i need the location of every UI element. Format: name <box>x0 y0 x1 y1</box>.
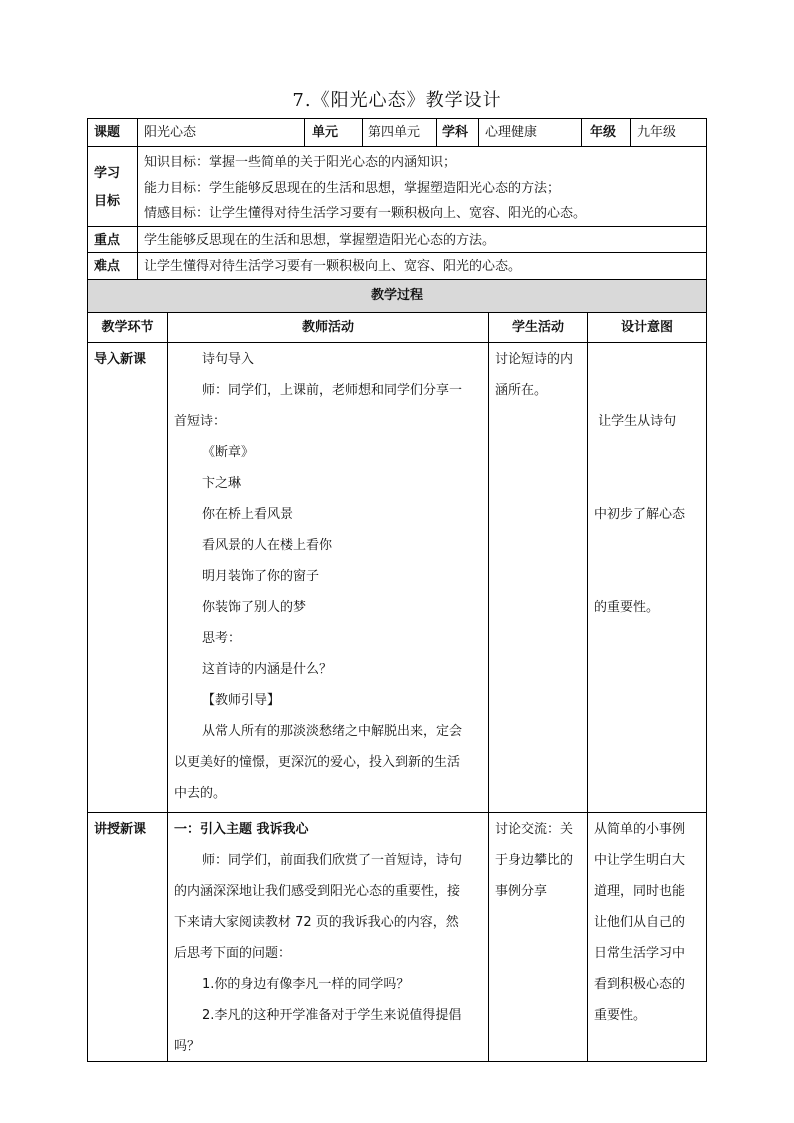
table-border <box>87 252 707 253</box>
lecture-teacher-activity <box>174 814 484 1062</box>
text-line: 中初步了解心态 <box>594 507 686 522</box>
text-line: 中让学生明白大 <box>594 853 686 868</box>
intro-teacher-activity <box>174 344 484 809</box>
text-line: 你在桥上看风景 <box>202 507 294 522</box>
text-line: 以更美好的憧憬，更深沉的爱心，投入到新的生活 <box>174 755 461 770</box>
text-line: 的内涵深深地让我们感受到阳光心态的重要性，接 <box>174 884 461 899</box>
text-line: 中去的。 <box>174 786 227 801</box>
table-border <box>137 118 138 279</box>
text-line: 1.你的身边有像李凡一样的同学吗？ <box>202 977 410 992</box>
unit-value: 第四单元 <box>368 125 421 140</box>
column-stage: 教学环节 <box>101 320 154 335</box>
table-border <box>630 118 631 146</box>
text-line: 讨论短诗的内 <box>495 352 574 367</box>
goals-label-1: 学习 <box>94 166 121 181</box>
table-border <box>587 312 588 1062</box>
column-teacher: 教师活动 <box>301 320 354 335</box>
course-label: 课题 <box>94 125 121 140</box>
text-line: 让他们从自己的 <box>594 915 686 930</box>
text-line: 看风景的人在楼上看你 <box>202 538 333 553</box>
table-border <box>87 146 707 147</box>
table-border <box>87 312 707 313</box>
text-line: 涵所在。 <box>495 383 548 398</box>
table-border <box>87 342 707 343</box>
grade-value: 九年级 <box>637 125 677 140</box>
text-line: 日常生活学习中 <box>594 946 686 961</box>
text-line: 首短诗： <box>174 414 227 429</box>
course-value: 阳光心态 <box>144 125 197 140</box>
key-point-label: 重点 <box>94 233 121 248</box>
text-line: 吗？ <box>174 1039 201 1054</box>
table-border <box>488 312 489 1062</box>
text-line: 师：同学们，前面我们欣赏了一首短诗，诗句 <box>202 853 463 868</box>
grade-label: 年级 <box>590 125 617 140</box>
text-line: 一：引入主题 我诉我心 <box>174 822 309 837</box>
table-border <box>436 118 437 146</box>
text-line: 后思考下面的问题： <box>174 946 292 961</box>
process-header: 教学过程 <box>370 288 423 303</box>
key-point-text: 学生能够反思现在的生活和思想，掌握塑造阳光心态的方法。 <box>144 233 496 248</box>
table-border <box>362 118 363 146</box>
text-line: 这首诗的内涵是什么？ <box>202 662 333 677</box>
text-line: 从常人所有的那淡淡愁绪之中解脱出来，定会 <box>202 724 463 739</box>
text-line: 下来请大家阅读教材 72 页的我诉我心的内容，然 <box>174 915 459 930</box>
column-student: 学生活动 <box>511 320 564 335</box>
text-line: 事例分享 <box>495 884 548 899</box>
table-border <box>167 312 168 1062</box>
text-line: 于身边攀比的 <box>495 853 574 868</box>
goals-label-2: 目标 <box>94 194 121 209</box>
table-border <box>706 118 707 1062</box>
text-line: 看到积极心态的 <box>594 977 686 992</box>
table-border <box>87 226 707 227</box>
goal-knowledge: 知识目标：掌握一些简单的关于阳光心态的内涵知识； <box>144 155 457 170</box>
subject-label: 学科 <box>442 125 469 140</box>
text-line: 思考： <box>202 631 242 646</box>
table-border <box>87 279 707 280</box>
lecture-design-intent <box>594 814 704 1031</box>
table-border <box>581 118 582 146</box>
text-line: 明月装饰了你的窗子 <box>202 569 320 584</box>
goal-emotion: 情感目标：让学生懂得对待生活学习要有一颗积极向上、宽容、阳光的心态。 <box>144 206 587 221</box>
column-intent: 设计意图 <box>620 320 673 335</box>
text-line: 师：同学们，上课前，老师想和同学们分享一 <box>202 383 463 398</box>
table-border <box>478 118 479 146</box>
table-border <box>87 812 707 813</box>
text-line: 2.李凡的这种开学准备对于学生来说值得提倡 <box>202 1008 462 1023</box>
unit-label: 单元 <box>312 125 339 140</box>
intro-student-activity <box>495 344 585 406</box>
table-border <box>87 118 88 1062</box>
table-border <box>87 118 707 119</box>
text-line: 讨论交流：关 <box>495 822 574 837</box>
text-line: 卞之琳 <box>202 476 242 491</box>
text-line: 《断章》 <box>202 445 255 460</box>
text-line: 的重要性。 <box>594 600 660 615</box>
intro-design-intent <box>594 344 704 654</box>
table-border <box>304 118 305 146</box>
text-line: 诗句导入 <box>202 352 255 367</box>
intro-stage: 导入新课 <box>94 352 147 367</box>
difficulty-text: 让学生懂得对待生活学习要有一颗积极向上、宽容、阳光的心态。 <box>144 259 522 274</box>
subject-value: 心理健康 <box>485 125 538 140</box>
difficulty-label: 难点 <box>94 259 121 274</box>
lecture-student-activity <box>495 814 585 907</box>
lecture-stage: 讲授新课 <box>94 822 147 837</box>
text-line: 你装饰了别人的梦 <box>202 600 307 615</box>
text-line: 道理，同时也能 <box>594 884 686 899</box>
text-line: 从简单的小事例 <box>594 822 686 837</box>
goal-ability: 能力目标：学生能够反思现在的生活和思想，掌握塑造阳光心态的方法； <box>144 181 561 196</box>
text-line: 让学生从诗句 <box>594 414 677 429</box>
text-line: 【教师引导】 <box>202 693 281 708</box>
text-line: 重要性。 <box>594 1008 647 1023</box>
page-title: 7.《阳光心态》教学设计 <box>292 90 502 111</box>
